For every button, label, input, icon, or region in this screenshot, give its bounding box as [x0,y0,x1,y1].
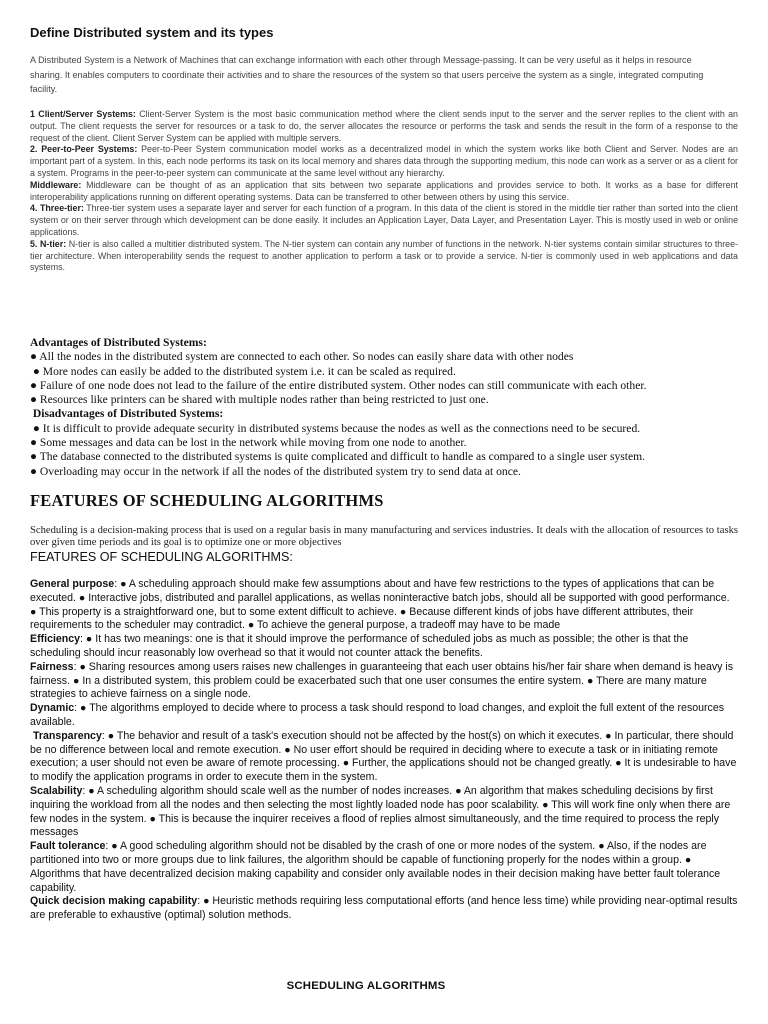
feature-label: Quick decision making capability [30,895,198,908]
feature-text: : ● Heuristic methods requiring less computational efforts (and hence less time) while providing near-optimal results are preferable to exhaustive (optimal) solution methods. [30,895,738,922]
disadvantage-item: ● It is difficult to provide adequate security in distributed systems because the nodes as well as the connections need to be secured. [30,421,641,435]
type-text: Client-Server System is the most basic communication method where the client sends input to the server and the server replies to the client with an output. The client requests the server for resources or a task to do, the server allocates the resource or performs the task and sends the result in the form of a response to the request of the client. Client Server System can be applied with multiple servers. [30,109,738,143]
type-label: 1 Client/Server Systems: [30,109,136,119]
feature-item [30,840,738,895]
disadvantage-item: ● The database connected to the distributed systems is quite complicated and difficult to handle as compared to a single user system. [30,450,646,464]
feature-text: : ● A scheduling approach should make few assumptions about and have few restrictions to the types of applications that can be executed. ● Interactive jobs, distributed and parallel applications, as wellas noninteractive batch jobs, should all be supported with good performance. ● This property is a straightforward one, but to some extent difficult to achieve. ● Because different kinds of jobs have different attributes, their requirements to the scheduler may contradict. ● To achieve the general purpose, a tradeoff may have to be made [30,578,730,632]
disadvantage-item: ● Overloading may occur in the network if all the nodes of the distributed system try to send data at once. [30,464,521,478]
feature-item [30,702,738,730]
advantages-disadvantages-section [30,336,750,479]
type-label: 2. Peer-to-Peer Systems: [30,144,138,155]
type-text: Middleware can be thought of as an application that sits between two separate applications and provides service to both. It works as a base for different interoperability applications running on different operating systems. Data can be transferred to other between others by using this service. [30,179,738,202]
scheduling-intro: Scheduling is a decision-making process that is used on a regular basis in many manufacturing and services industries. It deals with the allocation of resources to tasks over given time periods and its goal is to optimize one or more objectives [30,525,738,548]
features-title: FEATURES OF SCHEDULING ALGORITHMS [30,491,384,510]
type-label: 5. N-tier: [30,238,67,249]
feature-item [30,730,738,785]
feature-label: Scalability [30,784,83,797]
type-item [30,180,738,204]
feature-item [30,633,738,661]
feature-item [30,578,738,633]
disadvantage-item: ● Some messages and data can be lost in the network while moving from one node to another. [30,436,467,450]
disadvantages-heading: Disadvantages of Distributed Systems: [30,407,224,421]
feature-label: General purpose [30,578,115,590]
type-item [30,203,738,238]
advantage-item: ● Failure of one node does not lead to the failure of the entire distributed system. Other nodes can still communicate with each other. [30,378,647,392]
features-list [30,578,738,923]
type-label: 4. Three-tier: [30,203,84,214]
system-types-list [30,109,738,274]
feature-label: Fault tolerance [30,840,106,853]
feature-item [30,895,738,923]
page-title: Define Distributed system and its types [30,25,274,40]
feature-text: : ● A scheduling algorithm should scale well as the number of nodes increases. ● An algorithm that makes scheduling decisions by first inquiring the workload from all the nodes and then selecting the most lightly loaded node has poor scalability. ● This will work fine only when there are few nodes in the system. ● This is because the inquirer receives a flood of replies almost simultaneously, and the time required to process the reply messages [30,784,731,839]
type-label: Middleware: [30,179,82,190]
distributed-system-intro: A Distributed System is a Network of Machines that can exchange information with each other through Message-passing. It can be very useful as it helps in resource sharing. It enables computers to coordinate their activities and to share the resources of the system so that users perceive the system as a single, integrated computing facility. [30,55,704,94]
features-subheading: FEATURES OF SCHEDULING ALGORITHMS: [30,550,293,564]
feature-label: Fairness [30,660,74,673]
type-item [30,239,738,274]
feature-label: Efficiency [30,633,81,646]
advantages-heading: Advantages of Distributed Systems: [30,336,207,349]
feature-label: Dynamic [30,702,75,715]
feature-item [30,785,738,840]
type-item [30,109,738,144]
feature-text: : ● The behavior and result of a task's execution should not be affected by the host(s) on which it executes. ● In particular, there should be no difference between local and remote execution. ● No user effort should be required in deciding where to execute a task or in initiating remote execution; a user should not even be aware of remote processing. ● Further, the applications should not be changed greatly. ● It is undesirable to have to modify the application programs in order to execute them in the system. [30,729,737,784]
type-item [30,144,738,179]
advantage-item: ● All the nodes in the distributed system are connected to each other. So nodes can easily share data with other nodes [30,350,574,364]
advantage-item: ● Resources like printers can be shared with multiple nodes rather than being restricted to just one. [30,393,489,407]
scheduling-algorithms-heading: SCHEDULING ALGORITHMS [286,980,446,992]
feature-text: : ● A good scheduling algorithm should not be disabled by the crash of one or more nodes of the system. ● Also, if the nodes are partitioned into two or more groups due to link failures, the algorithm should be capable of functioning properly for the nodes within a group. ● Algorithms that have decentralized decision making capability and consider only available nodes in their decision making have better fault tolerance capability. [30,840,721,894]
feature-item [30,661,738,702]
feature-text: : ● Sharing resources among users raises new challenges in guaranteeing that each user obtains his/her fair share when demand is heavy is fairness. ● In a distributed system, this problem could be exacerbated such that one user consumes the entire system. ● There are many mature strategies to achieve fairness on a single node. [30,660,734,701]
type-text: Three-tier system uses a separate layer and server for each function of a program. In this data of the client is stored in the middle tier rather than sorted into the client system or on their server through which development can be done easily. It includes an Application Layer, Data Layer, and Presentation Layer. This is mostly used in web or online applications. [30,203,738,237]
type-text: N-tier is also called a multitier distributed system. The N-tier system can contain any number of functions in the network. N-tier systems contain similar structures to three-tier architecture. When interoperability sends the request to another application to perform a task or to provide a service. N-tier is commonly used in web applications and data systems. [30,238,738,273]
feature-text: : ● It has two meanings: one is that it should improve the performance of scheduled jobs as much as possible; the other is that the scheduling should incur reasonably low overhead so that it would not counter attack the benefits. [30,633,689,659]
feature-label: Transparency [30,729,102,742]
type-text: Peer-to-Peer System communication model works as a decentralized model in which the system works like both Client and Server. Nodes are an important part of a system. In this, each node performs its task on its local memory and shares data through the supporting medium, this node can work as a server or as a client for a system. Programs in the peer-to-peer system can communicate at the same level without any hierarchy. [30,144,738,178]
feature-text: : ● The algorithms employed to decide where to process a task should respond to load changes, and exploit the full extent of the resources available. [30,702,725,728]
advantage-item: ● More nodes can easily be added to the distributed system i.e. it can be scaled as required. [30,364,456,378]
